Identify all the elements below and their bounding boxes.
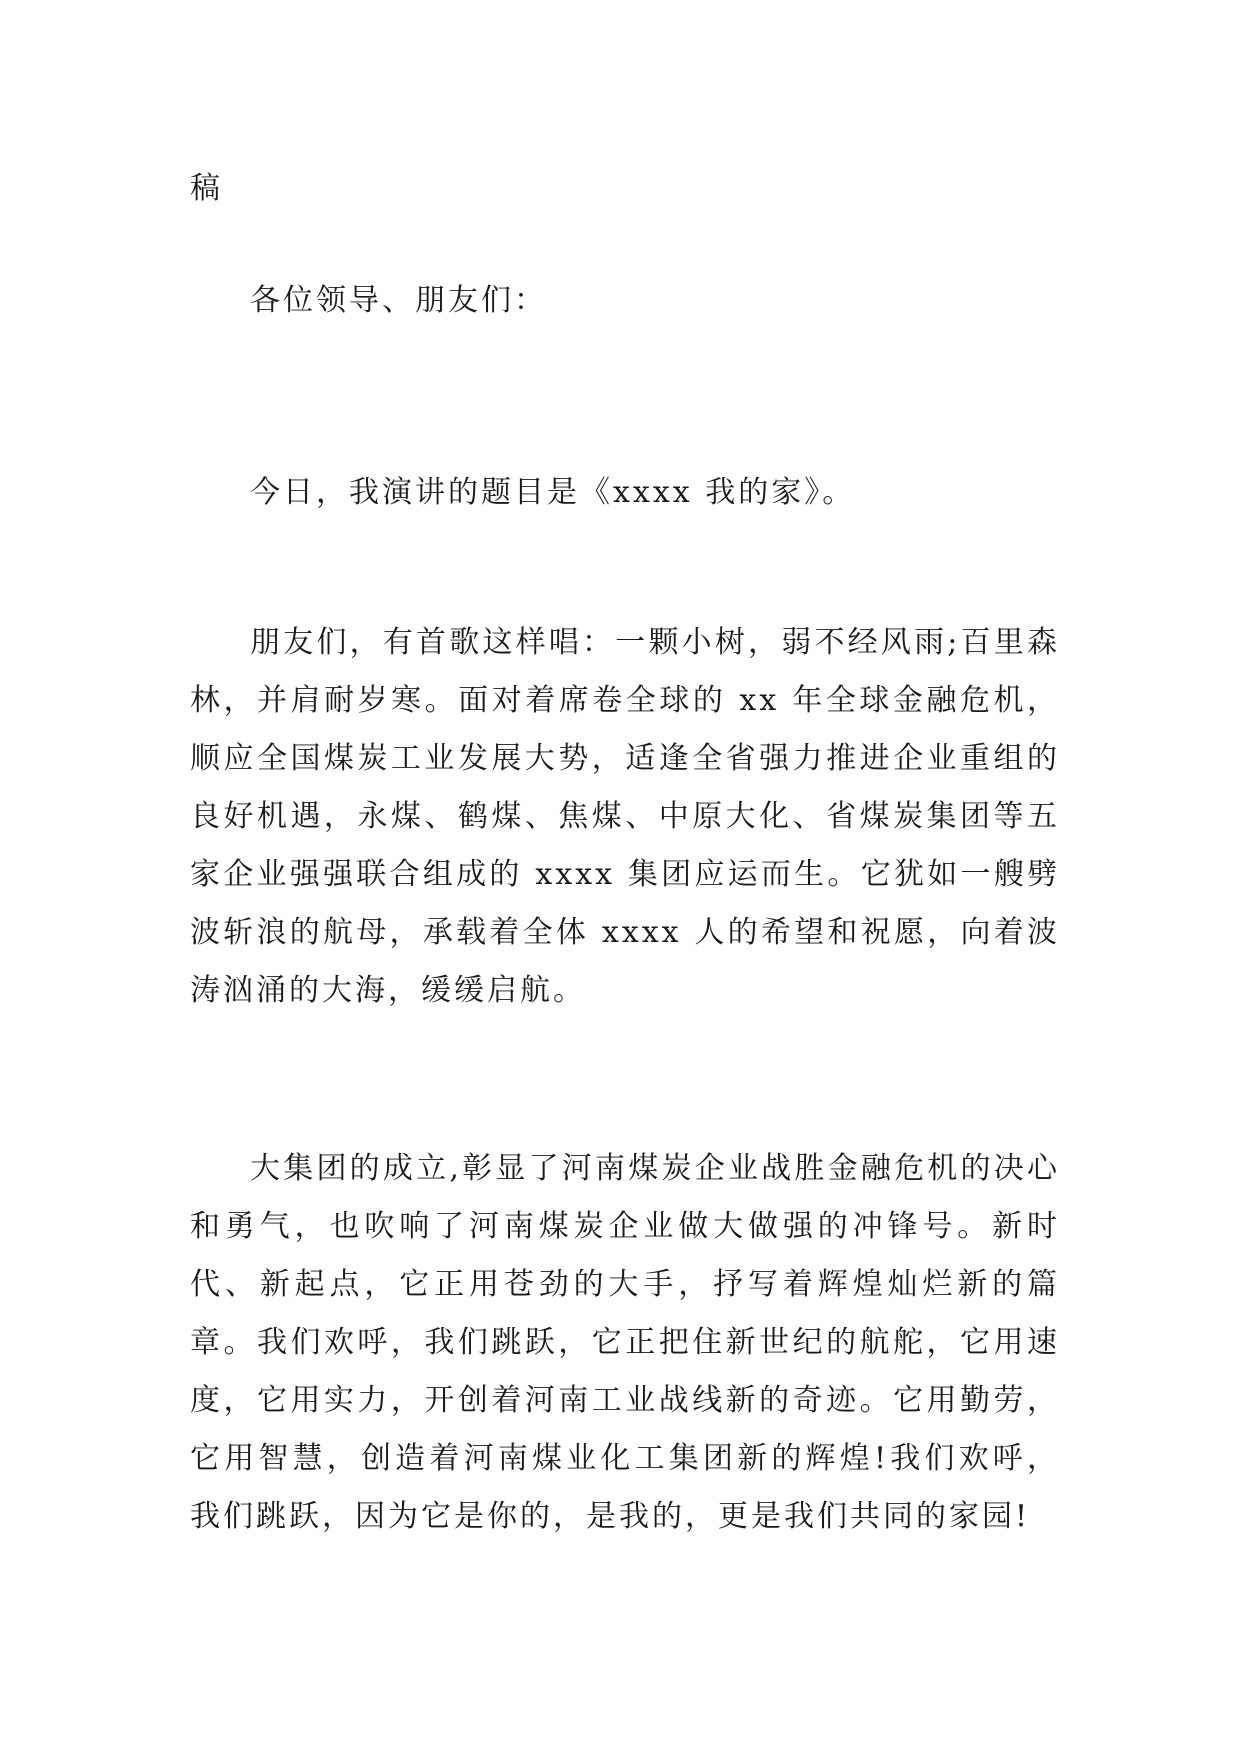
paragraph-body-1: 朋友们，有首歌这样唱：一颗小树，弱不经风雨;百里森林，并肩耐岁寒。面对着席卷全球的 xx 年全球金融危机，顺应全国煤炭工业发展大势，适逢全省强力推进企业重组的良好机遇，永煤、鹤煤、焦煤、中原大化、省煤炭集团等五家企业强强联合组成的 xxxx 集团应运而生。它犹如一艘劈波斩浪的航母，承载着全体 xxxx 人的希望和祝愿，向着波涛汹涌的大海，缓缓启航。 [190, 625, 1060, 1008]
greeting: 各位领导、朋友们： [250, 283, 547, 318]
text-fragment: 稿 [190, 171, 223, 206]
paragraph-title: 今日，我演讲的题目是《xxxx 我的家》。 [250, 475, 856, 510]
paragraph-body-2: 大集团的成立,彰显了河南煤炭企业战胜金融危机的决心和勇气，也吹响了河南煤炭企业做大做强的冲锋号。新时代、新起点，它正用苍劲的大手，抒写着辉煌灿烂新的篇章。我们欢呼，我们跳跃，它正把住新世纪的航舵，它用速度，它用实力，开创着河南工业战线新的奇迹。它用勤劳，它用智慧，创造着河南煤业化工集团新的辉煌!我们欢呼，我们跳跃，因为它是你的，是我的，更是我们共同的家园! [190, 1151, 1060, 1534]
